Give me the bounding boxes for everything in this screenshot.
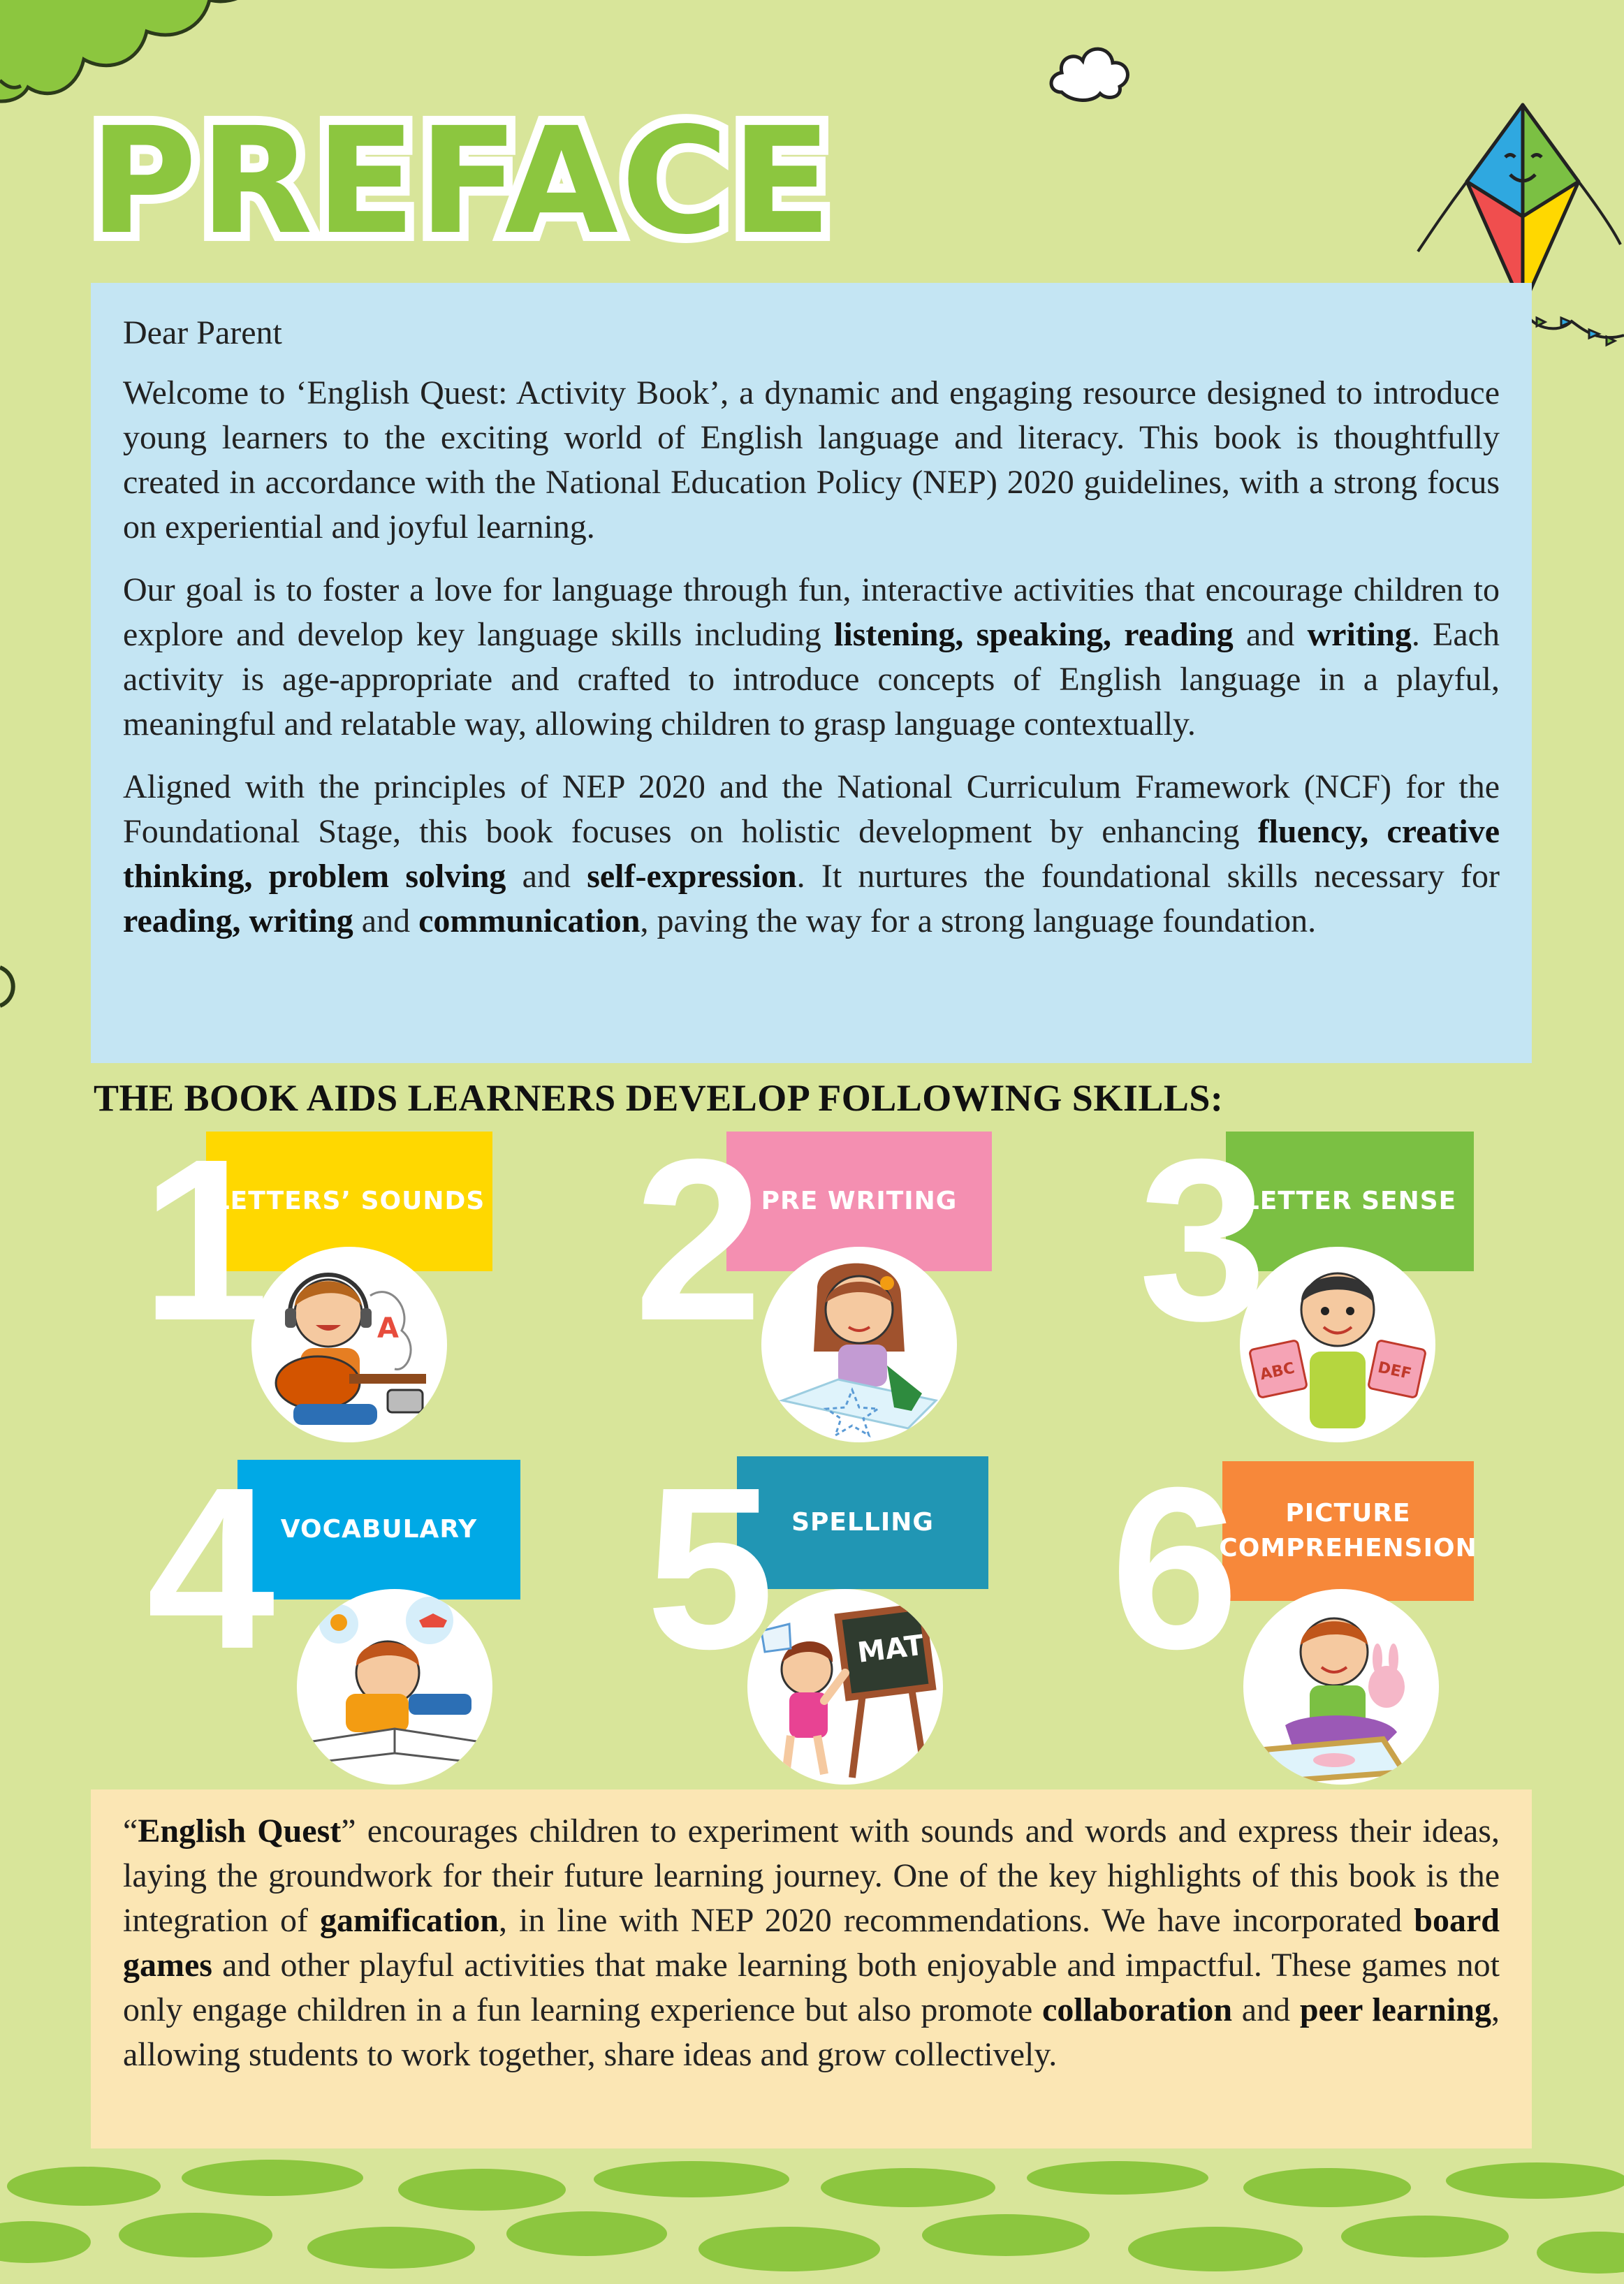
closing-paragraph: “English Quest” encourages children to experiment with sounds and words and express their ideas, laying the groundwork for their future learning journey. One of the key highlights of this book is the integration of gamification, in line with NEP 2020 recommendations. We have incorporated board games and other playful activities that make learning both enjoyable and impactful. These games not only engage children in a fun learning experience but also promote collaboration and peer learning, allowing students to work together, share ideas and grow collectively. bbox=[123, 1813, 1500, 2073]
skill-number: 2 bbox=[634, 1111, 763, 1368]
girl-drawing-star-icon bbox=[761, 1247, 957, 1442]
skill-banner: PICTURE COMPREHENSION bbox=[1222, 1461, 1474, 1601]
intro-paragraph-3: Aligned with the principles of NEP 2020 and the National Curriculum Framework (NCF) for the Foundational Stage, this book focuses on holistic development by enhancing fluency, creative thinking, problem solving and self-expression. It nurtures the foundational skills necessary for reading, writing and communication, paving the way for a strong language foundation. bbox=[123, 768, 1500, 939]
skill-banner: LETTERS’ SOUNDS bbox=[206, 1132, 492, 1271]
boy-with-letter-cards-icon bbox=[1240, 1247, 1435, 1442]
skill-banner: PRE WRITING bbox=[726, 1132, 992, 1271]
skills-heading: THE BOOK AIDS LEARNERS DEVELOP FOLLOWING SKILLS: bbox=[94, 1077, 1224, 1119]
intro-paragraph-2: Our goal is to foster a love for language through fun, interactive activities that encourage children to explore and develop key language skills including listening, speaking, reading and writing. Each activity is age-appropriate and crafted to introduce concepts of English language in a playful, meaningful and relatable way, allowing children to grasp language contextually. bbox=[123, 571, 1500, 742]
skill-number: 6 bbox=[1111, 1439, 1239, 1697]
skill-number: 1 bbox=[141, 1111, 270, 1368]
edge-squiggle-icon bbox=[0, 960, 21, 1016]
intro-paragraph-1: Welcome to ‘English Quest: Activity Book’, a dynamic and engaging resource designed to introduce young learners to the exciting world of English language and literacy. This book is thoughtfully created in accordance with the National Education Policy (NEP) 2020 guidelines, with a strong focus on experiential and joyful learning. bbox=[123, 374, 1500, 546]
skill-number: 3 bbox=[1139, 1111, 1267, 1368]
skill-card-3 bbox=[1132, 1111, 1621, 1446]
page-title: PREFACE bbox=[89, 96, 835, 267]
skill-illustration-circle bbox=[761, 1247, 957, 1442]
closing-box bbox=[91, 1789, 1532, 2148]
ground-spots-decoration-icon bbox=[0, 2151, 1624, 2284]
boy-reading-book-icon bbox=[297, 1589, 492, 1785]
skill-banner: VOCABULARY bbox=[237, 1460, 520, 1599]
skill-illustration-circle bbox=[297, 1589, 492, 1785]
skill-banner: SPELLING bbox=[737, 1456, 988, 1589]
skill-card-2 bbox=[629, 1111, 1118, 1446]
skill-card-1 bbox=[133, 1111, 622, 1446]
boy-with-guitar-icon bbox=[251, 1247, 447, 1442]
skill-number: 5 bbox=[646, 1439, 775, 1697]
skill-illustration-circle bbox=[1243, 1589, 1439, 1785]
greeting: Dear Parent bbox=[123, 314, 282, 351]
intro-box bbox=[91, 283, 1532, 1063]
card-def-label: DEF bbox=[1376, 1359, 1413, 1384]
skill-illustration-circle bbox=[1240, 1247, 1435, 1442]
girl-at-chalkboard-icon bbox=[747, 1589, 943, 1785]
skill-card-6 bbox=[1111, 1439, 1600, 1774]
cloud-icon bbox=[1044, 36, 1135, 106]
skill-card-4 bbox=[147, 1439, 636, 1774]
boy-with-picture-icon bbox=[1243, 1589, 1439, 1785]
skill-card-5 bbox=[646, 1439, 1135, 1774]
letter-a-label: A bbox=[377, 1312, 399, 1345]
skill-number: 4 bbox=[147, 1439, 275, 1697]
skill-banner: LETTER SENSE bbox=[1226, 1132, 1474, 1271]
skill-illustration-circle bbox=[747, 1589, 943, 1785]
card-abc-label: ABC bbox=[1258, 1359, 1296, 1384]
skill-illustration-circle bbox=[251, 1247, 447, 1442]
board-word-label: MAT bbox=[856, 1629, 926, 1669]
